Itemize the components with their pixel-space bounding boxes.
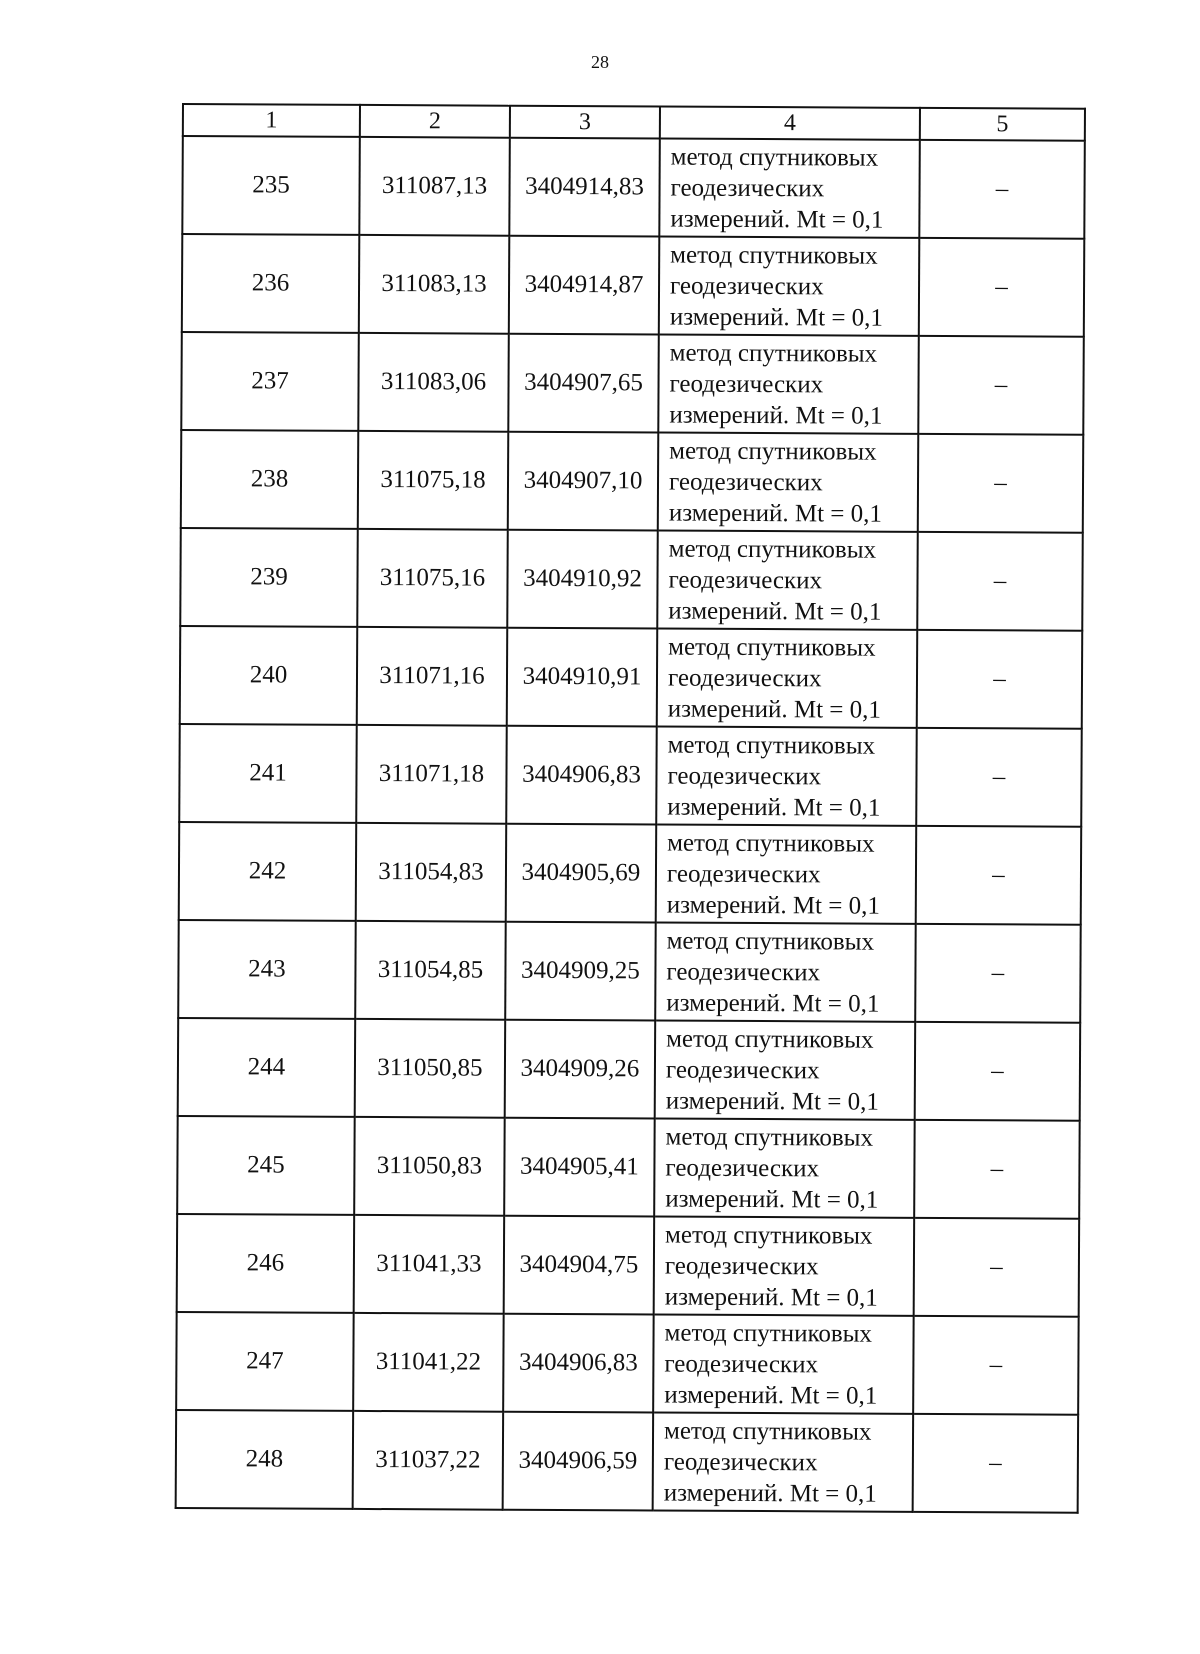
method-line: измерений. Mt = 0,1: [666, 989, 880, 1018]
method-cell: [658, 432, 919, 531]
method-cell: [655, 922, 916, 1021]
method-cell: [653, 1412, 914, 1511]
x-coordinate-cell: 311075,18: [358, 431, 509, 530]
table-row: [177, 1116, 1080, 1219]
method-cell: [654, 1216, 915, 1315]
method-line: измерений. Mt = 0,1: [668, 499, 883, 528]
x-coordinate-cell: 311054,83: [356, 823, 507, 922]
method-line: геодезических: [664, 1252, 819, 1280]
y-coordinate-cell: 3404909,26: [505, 1020, 656, 1119]
method-line: измерений. Mt = 0,1: [670, 205, 884, 234]
x-coordinate-cell: 311071,18: [356, 725, 507, 824]
note-cell: –: [916, 826, 1082, 925]
coordinates-table: [175, 103, 1086, 1514]
note-cell: –: [913, 1414, 1079, 1513]
method-line: метод спутниковых: [667, 731, 876, 760]
method-cell: [655, 1020, 916, 1119]
table-row: [180, 528, 1083, 631]
table-row: [179, 822, 1082, 925]
method-line: геодезических: [667, 664, 822, 692]
point-number-cell: 235: [182, 136, 360, 235]
y-coordinate-cell: 3404905,41: [504, 1118, 655, 1217]
y-coordinate-cell: 3404914,87: [509, 236, 660, 335]
note-cell: –: [918, 336, 1084, 435]
point-number-cell: 237: [181, 332, 359, 431]
column-header: 1: [183, 104, 360, 137]
table-row: [181, 430, 1084, 533]
table-row: [176, 1312, 1079, 1415]
method-line: метод спутниковых: [666, 1025, 874, 1054]
point-number-cell: 245: [177, 1116, 355, 1215]
column-header: 3: [510, 106, 660, 139]
x-coordinate-cell: 311087,13: [359, 137, 510, 236]
column-header: 4: [660, 107, 920, 140]
method-line: метод спутниковых: [665, 1123, 874, 1152]
method-line: геодезических: [665, 1154, 820, 1182]
table-row: [177, 1214, 1080, 1317]
point-number-cell: 236: [182, 234, 360, 333]
method-cell: [659, 237, 920, 336]
note-cell: –: [914, 1120, 1080, 1219]
note-cell: –: [919, 140, 1085, 239]
y-coordinate-cell: 3404906,59: [503, 1412, 654, 1511]
table-row: [182, 136, 1085, 239]
point-number-cell: 246: [177, 1214, 355, 1313]
method-cell: [653, 1314, 914, 1413]
method-line: метод спутниковых: [669, 339, 878, 368]
y-coordinate-cell: 3404914,83: [509, 138, 660, 237]
note-cell: –: [913, 1316, 1079, 1415]
x-coordinate-cell: 311041,33: [354, 1215, 505, 1314]
x-coordinate-cell: 311071,16: [357, 627, 508, 726]
method-line: геодезических: [669, 370, 824, 398]
y-coordinate-cell: 3404907,10: [508, 432, 659, 531]
method-line: метод спутниковых: [668, 535, 877, 564]
y-coordinate-cell: 3404906,83: [506, 726, 657, 825]
x-coordinate-cell: 311037,22: [353, 1411, 504, 1510]
point-number-cell: 239: [180, 528, 358, 627]
method-line: измерений. Mt = 0,1: [665, 1185, 879, 1214]
note-cell: –: [915, 1022, 1081, 1121]
table-header-row: [183, 104, 1085, 141]
method-line: геодезических: [664, 1350, 819, 1378]
method-cell: [654, 1118, 915, 1217]
table-row: [176, 1410, 1079, 1513]
y-coordinate-cell: 3404907,65: [508, 334, 659, 433]
method-line: измерений. Mt = 0,1: [669, 303, 884, 332]
x-coordinate-cell: 311083,13: [359, 235, 510, 334]
column-header: 2: [360, 105, 510, 138]
method-line: метод спутниковых: [665, 1221, 873, 1250]
method-cell: [656, 824, 917, 923]
x-coordinate-cell: 311050,85: [355, 1019, 506, 1118]
method-cell: [659, 139, 920, 238]
point-number-cell: 248: [176, 1410, 354, 1509]
table-row: [179, 724, 1082, 827]
note-cell: –: [914, 1218, 1080, 1317]
y-coordinate-cell: 3404906,83: [503, 1314, 654, 1413]
method-line: геодезических: [666, 958, 821, 986]
method-line: измерений. Mt = 0,1: [667, 793, 881, 822]
table-body: [176, 136, 1085, 1513]
table-row: [181, 332, 1084, 435]
method-line: метод спутниковых: [669, 437, 877, 466]
method-cell: [657, 530, 918, 629]
method-line: измерений. Mt = 0,1: [663, 1479, 877, 1508]
y-coordinate-cell: 3404909,25: [505, 922, 656, 1021]
method-line: геодезических: [667, 762, 822, 790]
point-number-cell: 247: [176, 1312, 354, 1411]
table-row: [182, 234, 1085, 337]
method-line: измерений. Mt = 0,1: [668, 597, 882, 626]
method-cell: [658, 334, 919, 433]
x-coordinate-cell: 311075,16: [357, 529, 508, 628]
method-line: измерений. Mt = 0,1: [664, 1283, 878, 1312]
method-line: геодезических: [669, 272, 824, 300]
method-line: измерений. Mt = 0,1: [665, 1087, 879, 1116]
x-coordinate-cell: 311054,85: [355, 921, 506, 1020]
method-line: геодезических: [666, 860, 821, 888]
x-coordinate-cell: 311083,06: [358, 333, 509, 432]
method-line: метод спутниковых: [668, 633, 876, 662]
method-line: измерений. Mt = 0,1: [669, 401, 883, 430]
method-line: геодезических: [665, 1056, 820, 1084]
y-coordinate-cell: 3404905,69: [506, 824, 657, 923]
method-line: геодезических: [668, 566, 823, 594]
method-line: метод спутниковых: [666, 927, 875, 956]
table-row: [178, 920, 1081, 1023]
page-number: 28: [591, 52, 609, 72]
point-number-cell: 243: [178, 920, 356, 1019]
method-line: метод спутниковых: [664, 1319, 873, 1348]
method-line: метод спутниковых: [667, 829, 875, 858]
method-line: метод спутниковых: [663, 1417, 872, 1446]
note-cell: –: [915, 924, 1081, 1023]
note-cell: –: [917, 630, 1083, 729]
note-cell: –: [919, 238, 1085, 337]
method-cell: [656, 726, 917, 825]
table-row: [180, 626, 1083, 729]
x-coordinate-cell: 311041,22: [353, 1313, 504, 1412]
y-coordinate-cell: 3404910,92: [507, 530, 658, 629]
method-line: геодезических: [663, 1448, 818, 1476]
point-number-cell: 244: [178, 1018, 356, 1117]
point-number-cell: 240: [180, 626, 358, 725]
x-coordinate-cell: 311050,83: [354, 1117, 505, 1216]
point-number-cell: 241: [179, 724, 357, 823]
method-line: измерений. Mt = 0,1: [664, 1381, 878, 1410]
method-line: измерений. Mt = 0,1: [666, 891, 880, 920]
y-coordinate-cell: 3404910,91: [507, 628, 658, 727]
note-cell: –: [918, 434, 1084, 533]
point-number-cell: 242: [179, 822, 357, 921]
column-header: 5: [920, 108, 1085, 141]
method-line: геодезических: [668, 468, 823, 496]
note-cell: –: [916, 728, 1082, 827]
method-line: измерений. Mt = 0,1: [667, 695, 881, 724]
table-row: [178, 1018, 1081, 1121]
method-line: геодезических: [670, 174, 825, 202]
point-number-cell: 238: [181, 430, 359, 529]
method-line: метод спутниковых: [670, 143, 879, 172]
note-cell: –: [917, 532, 1083, 631]
method-cell: [657, 628, 918, 727]
y-coordinate-cell: 3404904,75: [504, 1216, 655, 1315]
method-line: метод спутниковых: [670, 241, 878, 270]
